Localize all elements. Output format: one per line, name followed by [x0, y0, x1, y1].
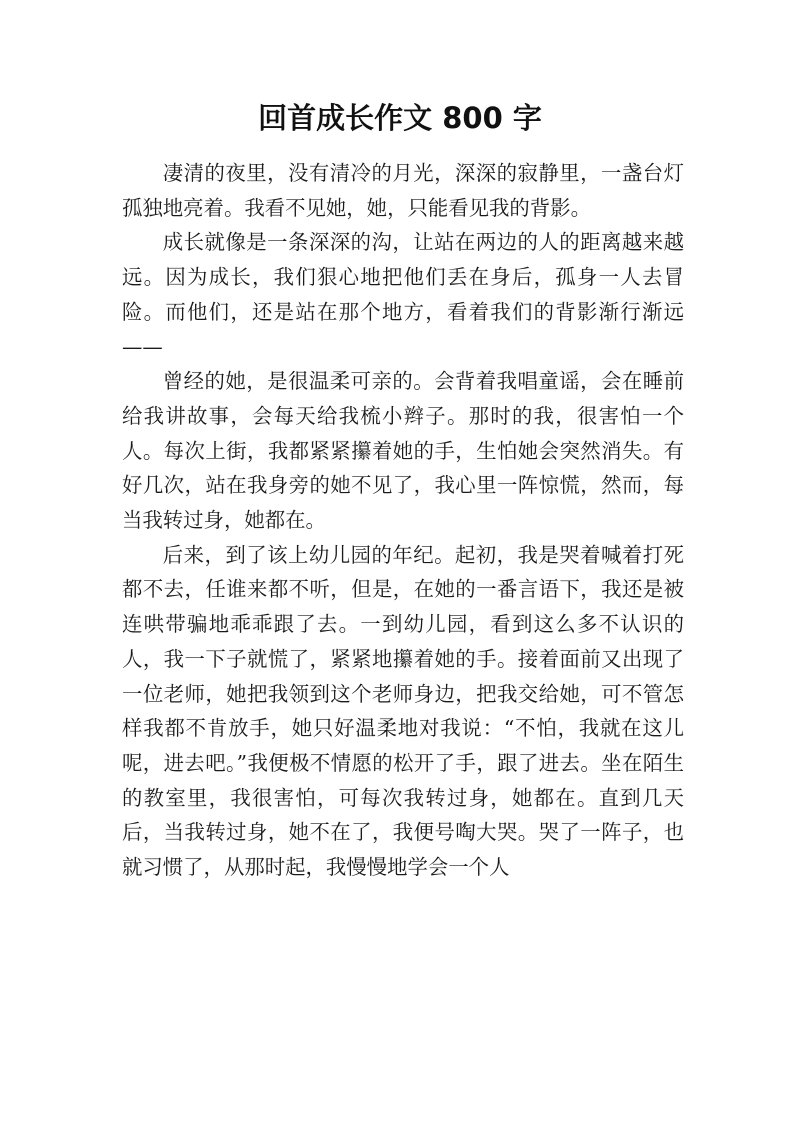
document-title: 回首成长作文 800 字 [258, 101, 542, 135]
paragraph-2: 成长就像是一条深深的沟，让站在两边的人的距离越来越远。因为成长，我们狠心地把他们丢在身后，孤身一人去冒险。而他们，还是站在那个地方，看着我们的背影渐行渐远—— [122, 230, 684, 359]
paragraph-1: 凄清的夜里，没有清冷的月光，深深的寂静里，一盏台灯孤独地亮着。我看不见她，她，只能看见我的背影。 [122, 161, 684, 220]
document-body [122, 156, 684, 885]
paragraph-3: 曾经的她，是很温柔可亲的。会背着我唱童谣，会在睡前给我讲故事，会每天给我梳小辫子。那时的我，很害怕一个人。每次上街，我都紧紧攥着她的手，生怕她会突然消失。有好几次，站在我身旁的她不见了，我心里一阵惊慌，然而，每当我转过身，她都在。 [122, 369, 684, 533]
paragraph-4: 后来，到了该上幼儿园的年纪。起初，我是哭着喊着打死都不去，任谁来都不听，但是，在她的一番言语下，我还是被连哄带骗地乖乖跟了去。一到幼儿园，看到这么多不认识的人，我一下子就慌了，紧紧地攥着她的手。接着面前又出现了一位老师，她把我领到这个老师身边，把我交给她，可不管怎样我都不肯放手，她只好温柔地对我说：“不怕，我就在这儿呢，进去吧。”我便极不情愿的松开了手，跟了进去。坐在陌生的教室里，我很害怕，可每次我转过身，她都在。直到几天后，当我转过身，她不在了，我便号啕大哭。哭了一阵子，也就习惯了，从那时起，我慢慢地学会一个人 [122, 542, 684, 880]
